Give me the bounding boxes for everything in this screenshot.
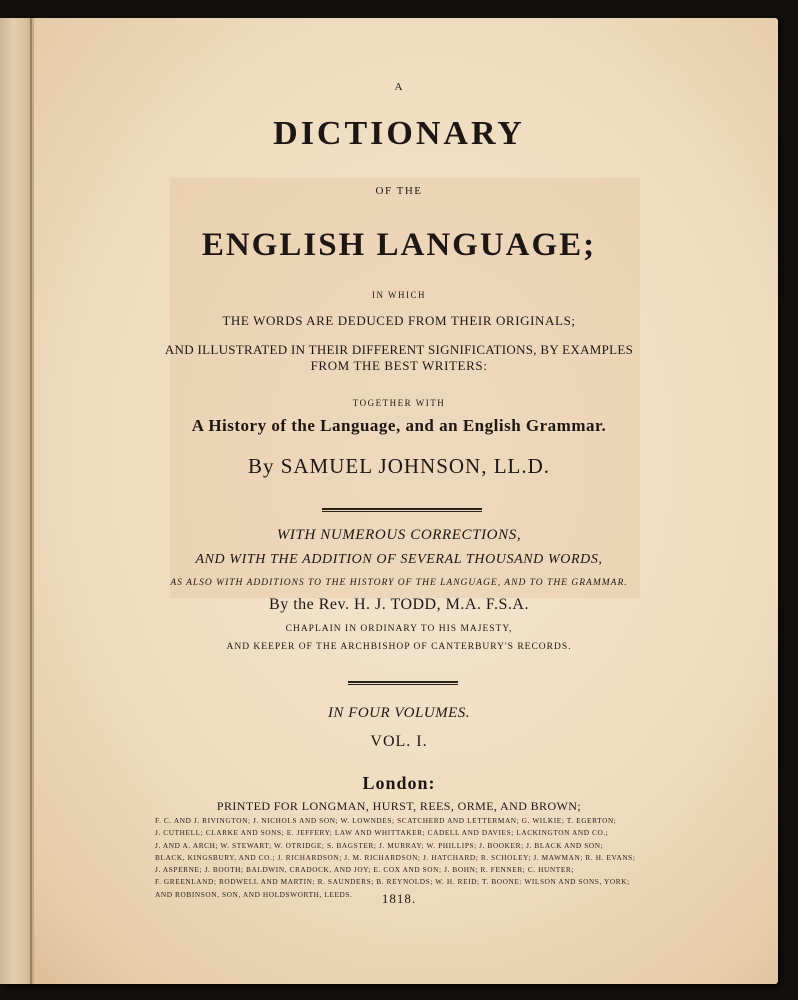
- bookseller-line: F. C. AND J. RIVINGTON; J. NICHOLS AND SON; W. LOWNDES; SCATCHERD AND LETTERMAN; G. WILKIE; T. EGERTON;: [155, 816, 617, 825]
- title-main: DICTIONARY: [273, 115, 525, 152]
- printed-for-line: PRINTED FOR LONGMAN, HURST, REES, ORME, AND BROWN;: [216, 799, 582, 813]
- volume-number: VOL. I.: [370, 733, 428, 750]
- bookseller-line: J. CUTHELL; CLARKE AND SONS; E. JEFFERY; LAW AND WHITTAKER; CADELL AND DAVIES; LACKINGTON AND CO.;: [155, 828, 609, 838]
- ornamental-rule-top: [322, 508, 482, 512]
- addition-line: AND WITH THE ADDITION OF SEVERAL THOUSAND WORDS,: [195, 552, 603, 567]
- bookseller-line: BLACK, KINGSBURY, AND CO.; J. RICHARDSON; J. M. RICHARDSON; J. HATCHARD; R. SCHOLEY; J. MAWMAN; R. H. EVANS;: [155, 852, 636, 862]
- in-which-text: IN WHICH: [371, 290, 427, 300]
- publication-year: 1818.: [381, 891, 417, 906]
- binding-edge: [30, 18, 32, 984]
- keeper-line: AND KEEPER OF THE ARCHBISHOP OF CANTERBURY'S RECORDS.: [226, 642, 572, 652]
- title-language: ENGLISH LANGUAGE;: [201, 227, 597, 263]
- ornamental-rule-bottom: [348, 681, 458, 685]
- booksellers-list: [155, 815, 673, 901]
- editor-line: By the Rev. H. J. TODD, M.A. F.S.A.: [269, 596, 529, 613]
- page-gutter: [0, 18, 34, 984]
- imprint-city: London:: [362, 773, 436, 793]
- bookseller-line: J. ASPERNE; J. BOOTH; BALDWIN, CRADOCK, AND JOY; E. COX AND SON; J. BOHN; R. FENNER; C. HUNTER;: [155, 865, 574, 875]
- title-article: A: [394, 81, 404, 93]
- together-with-text: TOGETHER WITH: [352, 398, 446, 408]
- corrections-line: WITH NUMEROUS CORRECTIONS,: [276, 527, 522, 543]
- history-grammar-line: A History of the Language, and an English Grammar.: [191, 416, 607, 435]
- bookseller-line: J. AND A. ARCH; W. STEWART; W. OTRIDGE; S. BAGSTER; J. MURRAY; W. PHILLIPS; J. BOOKER; J. BLACK AND SON;: [155, 840, 604, 850]
- bookseller-line: AND ROBINSON, SON, AND HOLDSWORTH, LEEDS.: [155, 889, 353, 899]
- bookseller-line: F. GREENLAND; RODWELL AND MARTIN; R. SAUNDERS; B. REYNOLDS; W. H. REID; T. BOONE: WILSON AND SONS, YORK;: [155, 877, 630, 887]
- description-line-3: FROM THE BEST WRITERS:: [310, 358, 488, 373]
- volumes-line: IN FOUR VOLUMES.: [327, 705, 471, 721]
- description-line-2: AND ILLUSTRATED IN THEIR DIFFERENT SIGNIFICATIONS, BY EXAMPLES: [164, 342, 634, 357]
- chaplain-line: CHAPLAIN IN ORDINARY TO HIS MAJESTY,: [285, 624, 513, 634]
- description-line-1: THE WORDS ARE DEDUCED FROM THEIR ORIGINALS;: [222, 313, 576, 328]
- also-with-line: AS ALSO WITH ADDITIONS TO THE HISTORY OF THE LANGUAGE, AND TO THE GRAMMAR.: [170, 578, 628, 588]
- title-of-the: OF THE: [375, 185, 423, 197]
- author-line: By SAMUEL JOHNSON, LL.D.: [247, 454, 551, 478]
